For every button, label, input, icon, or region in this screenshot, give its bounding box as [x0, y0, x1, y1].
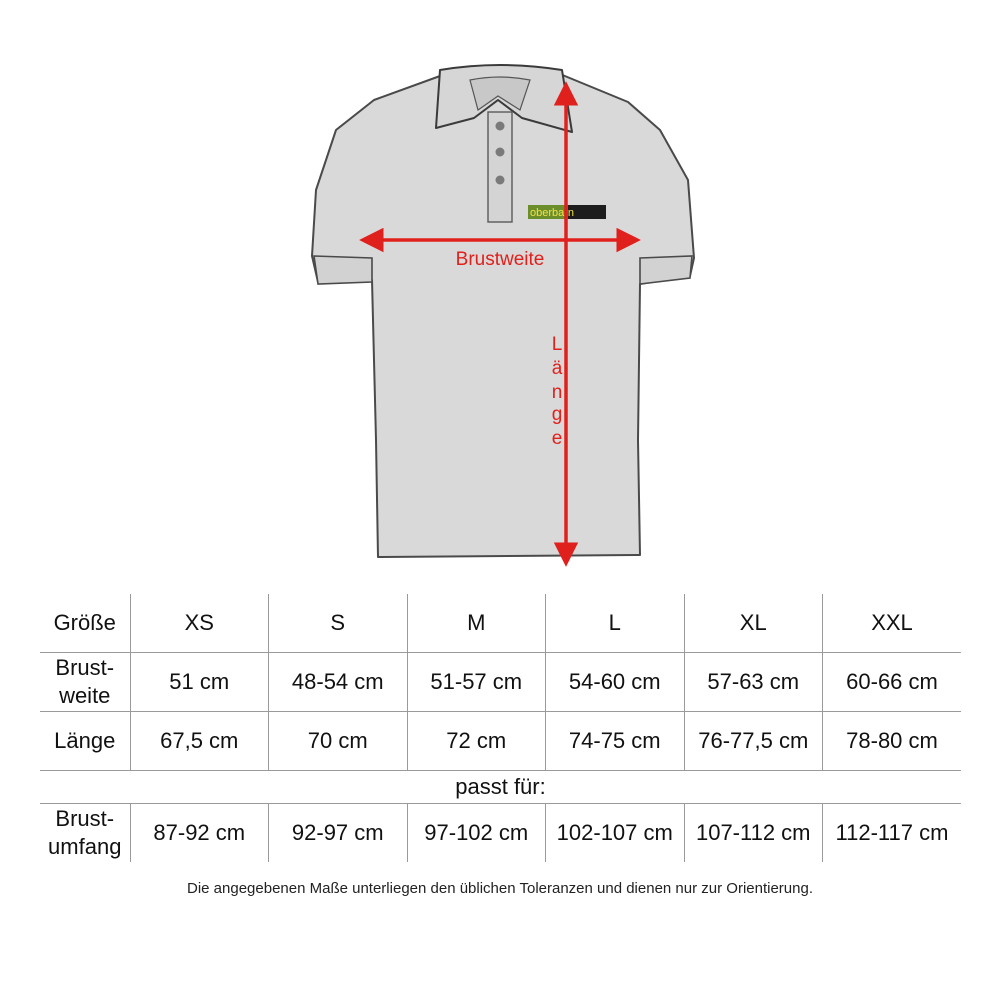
chest-circumference-s: 92-97 cm	[269, 804, 408, 863]
button-1	[496, 122, 505, 131]
length-row-label: Länge	[40, 712, 130, 771]
chest-width-label: Brustweite	[455, 248, 545, 270]
length-label-letter-1: L	[551, 334, 563, 355]
length-label-letter-5: e	[551, 428, 563, 449]
chest-circumference-m: 97-102 cm	[407, 804, 546, 863]
size-xs: XS	[130, 594, 269, 653]
length-label-letter-2: ä	[551, 358, 563, 379]
length-xl: 76-77,5 cm	[684, 712, 823, 771]
tolerance-footnote: Die angegebenen Maße unterliegen den üblichen Toleranzen und dienen nur zur Orientierung.	[187, 880, 813, 897]
length-label-letter-3: n	[551, 382, 563, 403]
chest-width-xs: 51 cm	[130, 653, 269, 712]
length-s: 70 cm	[269, 712, 408, 771]
size-xl: XL	[684, 594, 823, 653]
length-xs: 67,5 cm	[130, 712, 269, 771]
chest-width-row-label: Brust- weite	[40, 653, 130, 712]
chest-circumference-row-label: Brust- umfang	[48, 806, 122, 859]
size-l: L	[546, 594, 685, 653]
chest-width-row	[40, 653, 961, 712]
length-m: 72 cm	[407, 712, 546, 771]
size-xxl: XXL	[823, 594, 962, 653]
left-sleeve-cuff	[314, 256, 372, 284]
size-s: S	[269, 594, 408, 653]
size-header-row	[40, 594, 961, 653]
chest-width-l: 54-60 cm	[546, 653, 685, 712]
chest-circumference-xxl: 112-117 cm	[823, 804, 962, 863]
chest-width-xl: 57-63 cm	[684, 653, 823, 712]
fits-section-label: passt für:	[40, 771, 961, 804]
size-m: M	[407, 594, 546, 653]
logo-text: oberbarn	[530, 207, 575, 219]
length-l: 74-75 cm	[546, 712, 685, 771]
length-xxl: 78-80 cm	[823, 712, 962, 771]
chest-width-m: 51-57 cm	[407, 653, 546, 712]
chest-circumference-row	[40, 804, 961, 863]
chest-circumference-xs: 87-92 cm	[130, 804, 269, 863]
fits-section-row	[40, 771, 961, 804]
right-sleeve-cuff	[640, 256, 692, 284]
button-2	[496, 148, 505, 157]
button-3	[496, 176, 505, 185]
chest-circumference-xl: 107-112 cm	[684, 804, 823, 863]
size-header-label: Größe	[40, 594, 130, 653]
length-label-letter-4: g	[551, 404, 563, 425]
chest-width-xxl: 60-66 cm	[823, 653, 962, 712]
chest-width-s: 48-54 cm	[269, 653, 408, 712]
size-chart-table	[40, 594, 961, 862]
length-row	[40, 712, 961, 771]
chest-circumference-l: 102-107 cm	[546, 804, 685, 863]
